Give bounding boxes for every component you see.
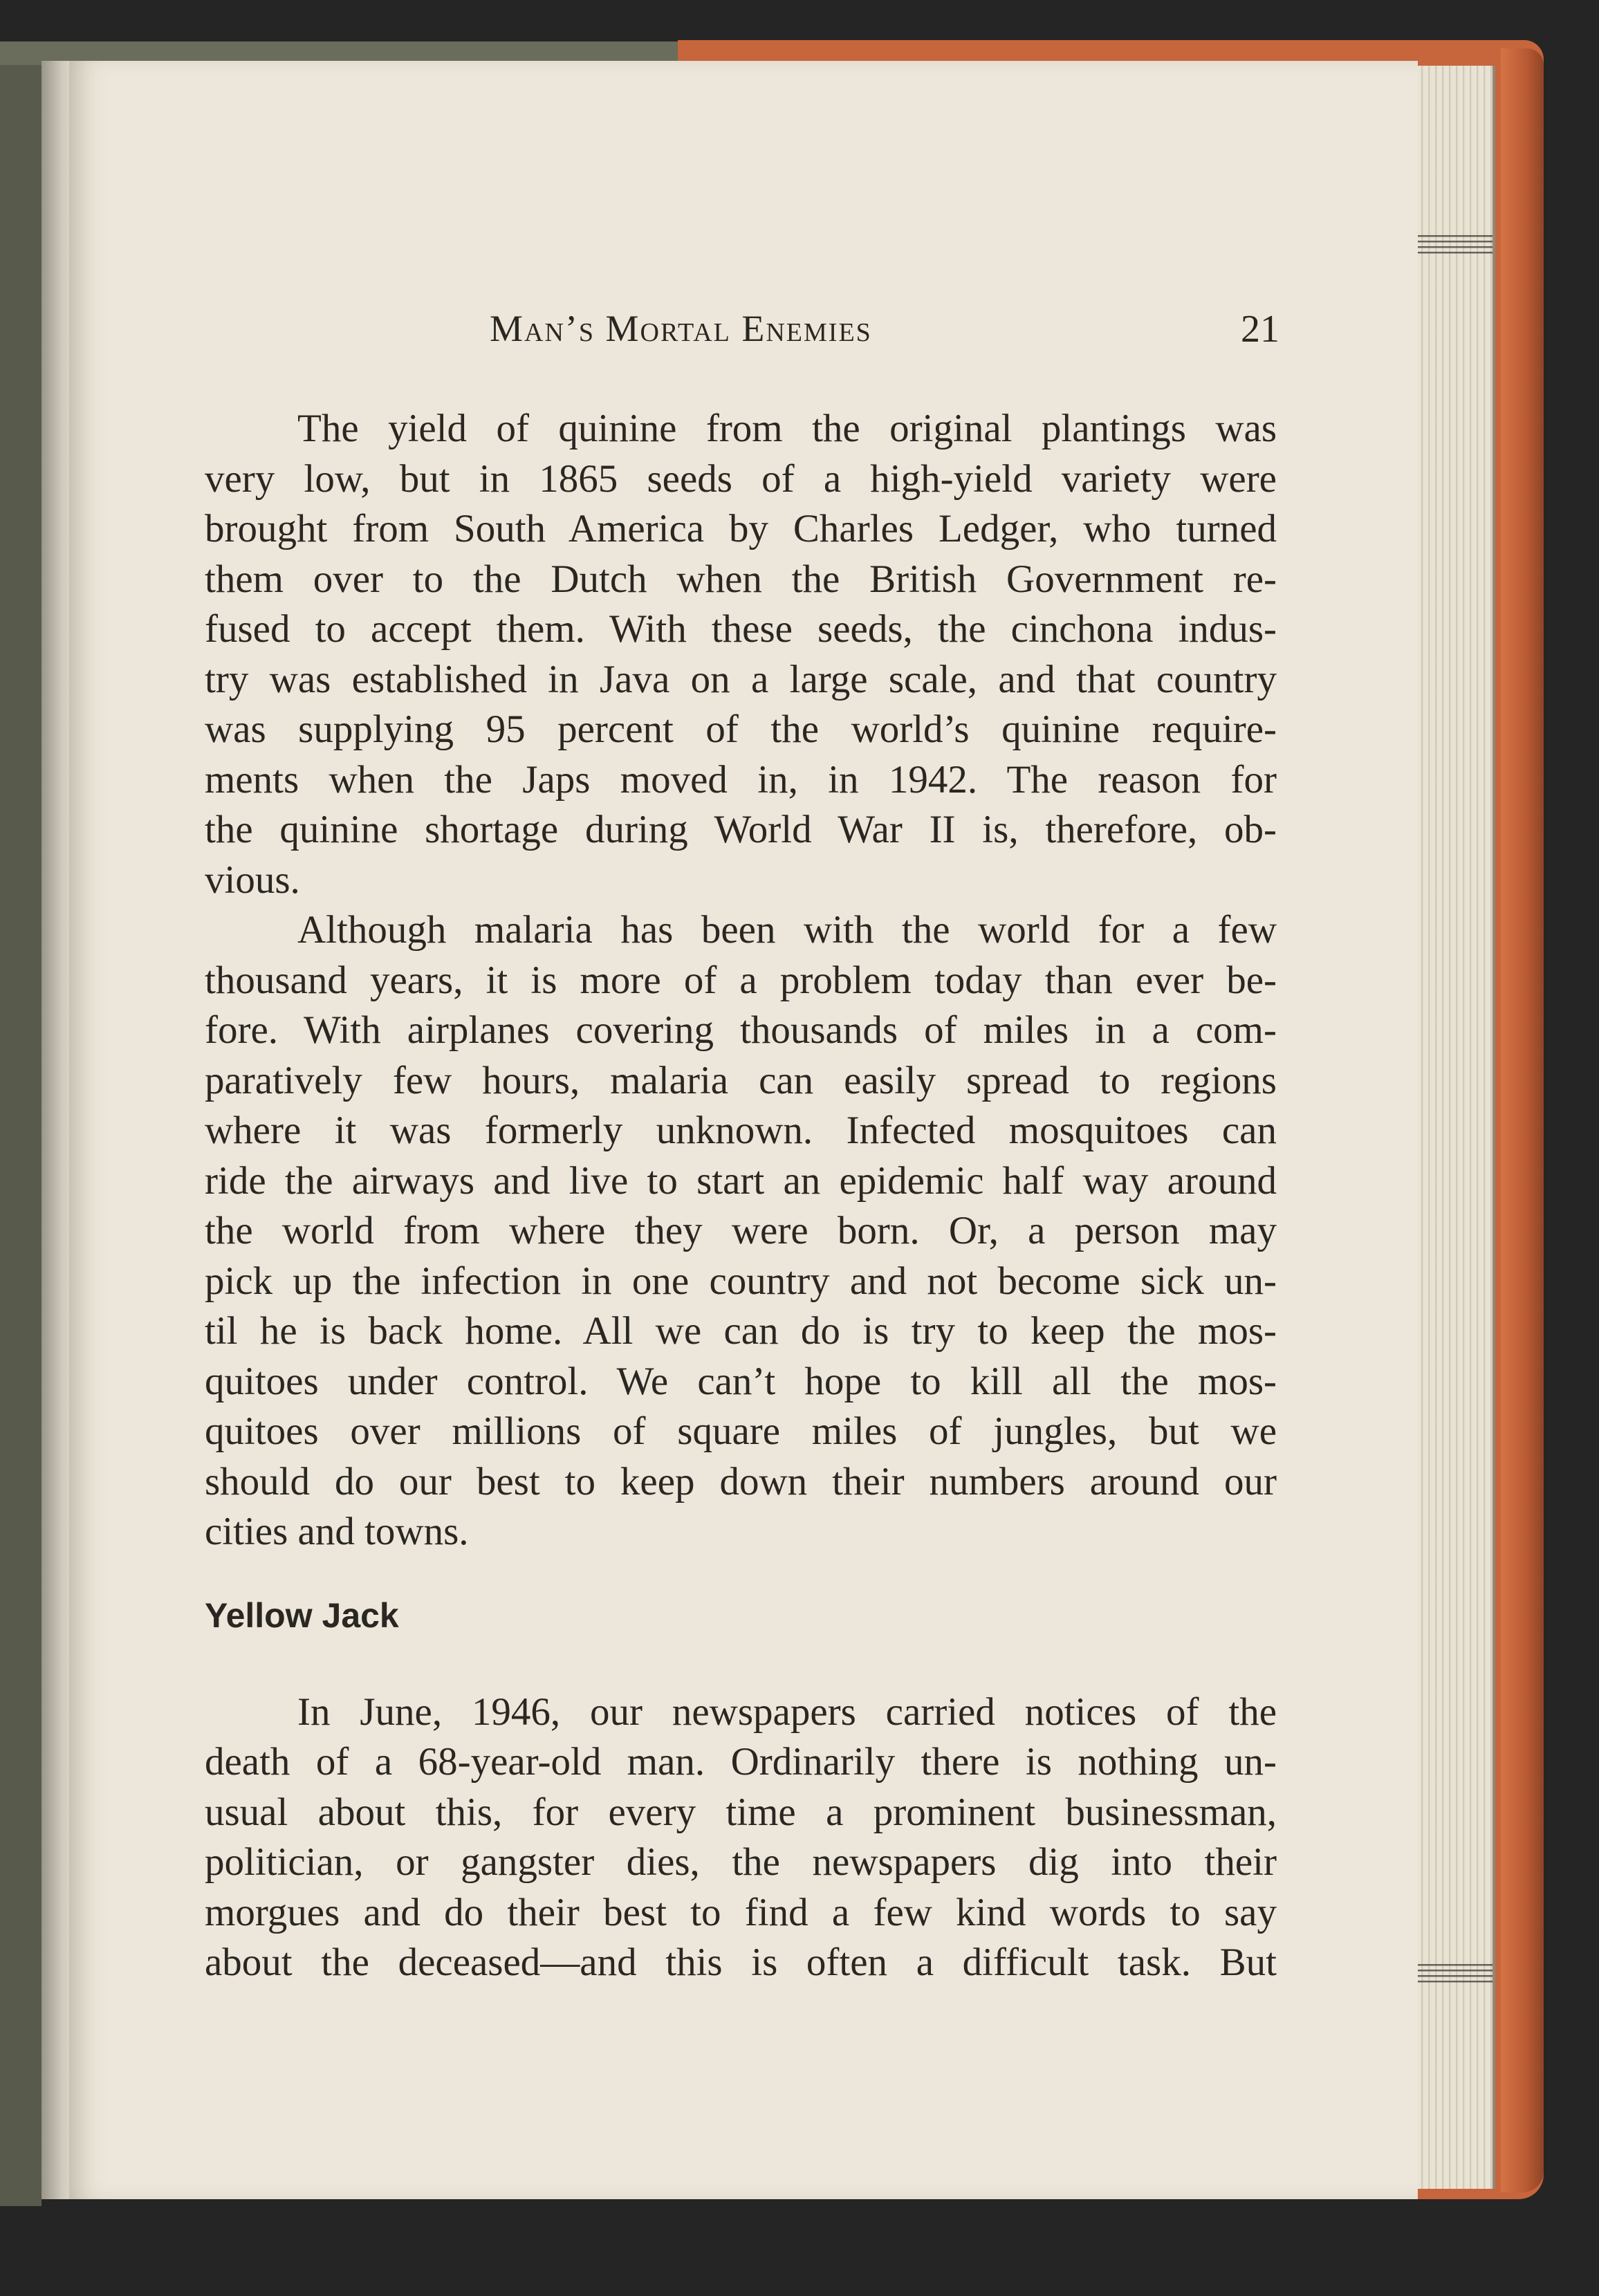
text-line: very low, but in 1865 seeds of a high-yield variety were (205, 456, 1277, 501)
body-text (205, 404, 1277, 1988)
text-line: the quinine shortage during World War II is, therefore, ob- (205, 808, 1277, 851)
paragraph (205, 404, 1277, 905)
paragraph (205, 1687, 1277, 1988)
text-line: the world from where they were born. Or, a person may (205, 1209, 1277, 1252)
page-number: 21 (1241, 308, 1279, 351)
text-line: The yield of quinine from the original plantings was (297, 407, 1277, 450)
running-head (138, 307, 1279, 362)
page-edge-band (1411, 1964, 1492, 1985)
text-line: usual about this, for every time a prominent businessman, (205, 1790, 1277, 1834)
text-line: paratively few hours, malaria can easily spread to regions (205, 1058, 1277, 1102)
text-line: was supplying 95 percent of the world’s quinine require- (205, 707, 1277, 751)
text-line: til he is back home. All we can do is try to keep the mos- (205, 1309, 1277, 1353)
text-line: thousand years, it is more of a problem today than ever be- (205, 958, 1277, 1002)
text-line: try was established in Java on a large scale, and that country (205, 657, 1277, 701)
text-line: quitoes over millions of square miles of jungles, but we (205, 1409, 1277, 1453)
text-line: death of a 68-year-old man. Ordinarily there is nothing un- (205, 1740, 1277, 1784)
text-line: about the deceased—and this is often a difficult task. But (205, 1941, 1277, 1984)
text-line: fused to accept them. With these seeds, the cinchona indus- (205, 607, 1277, 651)
text-line: morgues and do their best to find a few kind words to say (205, 1890, 1277, 1934)
text-line: brought from South America by Charles Ledger, who turned (205, 507, 1277, 550)
text-line: Although malaria has been with the world for a few (297, 908, 1277, 952)
book-cover-left (0, 41, 41, 2206)
text-line: should do our best to keep down their numbers around our (205, 1459, 1277, 1503)
page-edges (1411, 66, 1495, 2189)
text-line: ride the airways and live to start an epidemic half way around (205, 1158, 1277, 1203)
book-page (69, 61, 1418, 2199)
text-line: them over to the Dutch when the British Government re- (205, 557, 1277, 601)
text-line: ments when the Japs moved in, in 1942. The reason for (205, 757, 1277, 802)
paragraph (205, 905, 1277, 1557)
text-line: where it was formerly unknown. Infected mosquitoes can (205, 1109, 1277, 1152)
section-heading: Yellow Jack (205, 1595, 399, 1635)
text-line: vious. (205, 858, 300, 902)
text-line: In June, 1946, our newspapers carried notices of the (297, 1689, 1277, 1734)
text-line: quitoes under control. We can’t hope to kill all the mos- (205, 1359, 1277, 1403)
text-line: cities and towns. (205, 1510, 469, 1553)
text-line: politician, or gangster dies, the newspapers dig into their (205, 1840, 1277, 1884)
text-line: fore. With airplanes covering thousands of miles in a com- (205, 1008, 1277, 1052)
running-title: Man’s Mortal Enemies (490, 308, 872, 349)
text-line: pick up the infection in one country and not become sick un- (205, 1259, 1277, 1303)
page-edge-band (1411, 235, 1492, 256)
book-cover-edge (1501, 48, 1544, 2192)
